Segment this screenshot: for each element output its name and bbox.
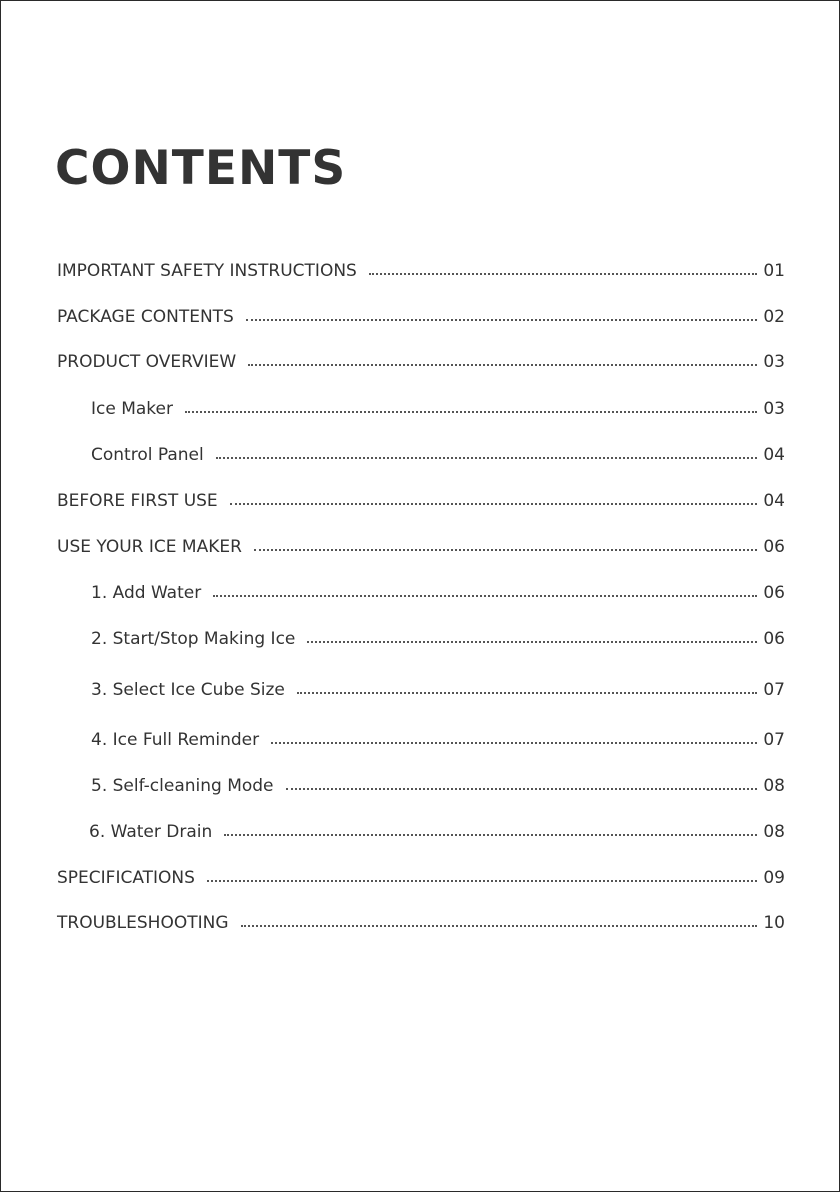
dot-leader <box>230 502 757 505</box>
toc-entry-troubleshooting[interactable] <box>57 911 785 935</box>
toc-entry-label: 3. Select Ice Cube Size <box>91 680 285 700</box>
toc-subentry-control-panel[interactable] <box>91 443 785 467</box>
toc-entry-label: PRODUCT OVERVIEW <box>57 352 237 372</box>
toc-entry-label: TROUBLESHOOTING <box>57 913 229 933</box>
toc-entry-important-safety-instructions[interactable] <box>57 259 785 283</box>
dot-leader <box>307 640 757 643</box>
dot-leader <box>213 594 757 597</box>
toc-entry-page-number: 07 <box>763 730 785 750</box>
toc-entry-page-number: 01 <box>763 261 785 281</box>
toc-entry-label: PACKAGE CONTENTS <box>57 307 234 327</box>
toc-entry-label: Ice Maker <box>91 399 173 419</box>
toc-entry-page-number: 03 <box>763 399 785 419</box>
toc-entry-label: 4. Ice Full Reminder <box>91 730 260 750</box>
toc-entry-label: USE YOUR ICE MAKER <box>57 537 242 557</box>
dot-leader <box>246 318 757 321</box>
toc-entry-label: 1. Add Water <box>91 583 202 603</box>
dot-leader <box>286 787 757 790</box>
toc-subentry-start-stop-making-ice[interactable] <box>91 627 785 651</box>
toc-entry-page-number: 03 <box>763 352 785 372</box>
toc-entry-before-first-use[interactable] <box>57 489 785 513</box>
toc-entry-page-number: 04 <box>763 491 785 511</box>
toc-entry-page-number: 06 <box>763 583 785 603</box>
toc-entry-label: 5. Self-cleaning Mode <box>91 776 274 796</box>
toc-entry-page-number: 06 <box>763 629 785 649</box>
dot-leader <box>248 363 757 366</box>
toc-entry-page-number: 08 <box>763 776 785 796</box>
dot-leader <box>271 741 757 744</box>
toc-subentry-self-cleaning-mode[interactable] <box>91 774 785 798</box>
dot-leader <box>185 410 757 413</box>
toc-entry-specifications[interactable] <box>57 866 785 890</box>
dot-leader <box>297 691 757 694</box>
toc-entry-use-your-ice-maker[interactable] <box>57 535 785 559</box>
toc-entry-page-number: 09 <box>763 868 785 888</box>
toc-entry-package-contents[interactable] <box>57 305 785 329</box>
toc-subentry-water-drain[interactable] <box>89 820 785 844</box>
dot-leader <box>216 456 757 459</box>
toc-entry-label: IMPORTANT SAFETY INSTRUCTIONS <box>57 261 357 281</box>
toc-entry-label: Control Panel <box>91 445 204 465</box>
toc-entry-page-number: 07 <box>763 680 785 700</box>
toc-entry-page-number: 08 <box>763 822 785 842</box>
toc-subentry-select-ice-cube-size[interactable] <box>91 678 785 702</box>
dot-leader <box>254 548 757 551</box>
table-of-contents <box>1 1 839 1191</box>
toc-entry-label: BEFORE FIRST USE <box>57 491 218 511</box>
toc-subentry-ice-maker[interactable] <box>91 397 785 421</box>
dot-leader <box>241 924 757 927</box>
dot-leader <box>369 272 757 275</box>
toc-entry-page-number: 02 <box>763 307 785 327</box>
toc-entry-label: 2. Start/Stop Making Ice <box>91 629 296 649</box>
toc-entry-page-number: 04 <box>763 445 785 465</box>
dot-leader <box>207 879 757 882</box>
toc-entry-page-number: 06 <box>763 537 785 557</box>
page-title: CONTENTS <box>55 141 347 196</box>
toc-entry-label: 6. Water Drain <box>89 822 213 842</box>
toc-subentry-ice-full-reminder[interactable] <box>91 728 785 752</box>
toc-entry-product-overview[interactable] <box>57 350 785 374</box>
dot-leader <box>224 833 757 836</box>
toc-subentry-add-water[interactable] <box>91 581 785 605</box>
toc-entry-page-number: 10 <box>763 913 785 933</box>
toc-entry-label: SPECIFICATIONS <box>57 868 195 888</box>
